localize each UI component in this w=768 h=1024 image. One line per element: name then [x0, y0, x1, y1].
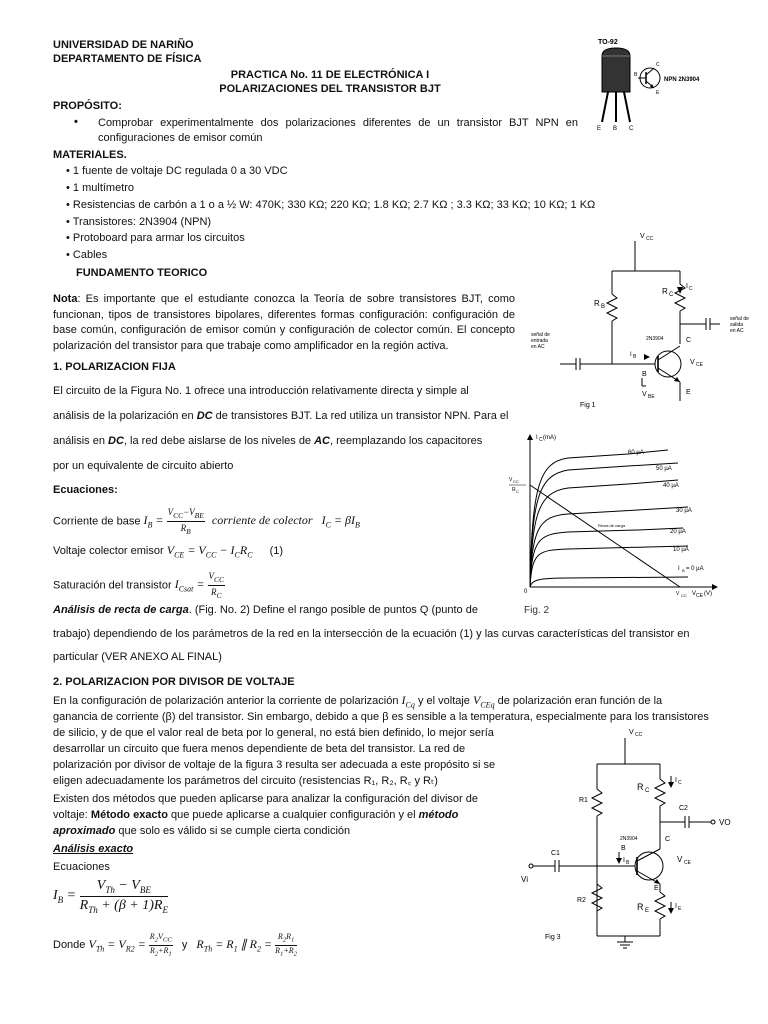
equation-saturation: Saturación del transistor $I_{Csat}$ = $V_{CC}$ $R_C$	[53, 571, 225, 600]
fig3-voltage-divider-circuit	[515, 724, 755, 956]
svg-text:= 0 µA: = 0 µA	[686, 566, 704, 572]
practice-title: PRACTICA No. 11 DE ELECTRÓNICA I	[230, 69, 430, 81]
list-item: • Cables	[66, 249, 108, 262]
list-item: • 1 multímetro	[66, 181, 135, 194]
svg-text:C: C	[645, 788, 650, 794]
svg-text:60 µA: 60 µA	[628, 450, 644, 456]
svg-text:R: R	[662, 287, 668, 296]
equations-heading: Ecuaciones:	[53, 484, 118, 496]
svg-text:C: C	[669, 292, 674, 298]
svg-text:I: I	[678, 566, 680, 572]
svg-text:E: E	[656, 90, 660, 96]
svg-text:entrada: entrada	[531, 338, 548, 344]
svg-text:E: E	[597, 126, 602, 132]
svg-text:R: R	[594, 299, 600, 308]
section2-line2: ganancia de corriente (β) del transistor. Sin embargo, debido a que β es sensible a la temperatura, especialmente para los transistores	[53, 711, 709, 723]
bullet-icon: •	[74, 116, 78, 128]
svg-text:señal de: señal de	[730, 316, 749, 322]
svg-text:V: V	[642, 391, 647, 398]
section2-line6: eligen adecuadamente los parámetros del circuito (resistencias R₁, R₂, R꜀ y Rₜ)	[53, 775, 438, 787]
svg-text:I: I	[623, 857, 625, 864]
svg-text:E: E	[686, 389, 691, 396]
equation-collector-emitter-voltage: Voltaje colector emisor $V_{CE} = V_{CC} - I_CR_C$ (1)	[53, 543, 284, 560]
svg-text:C: C	[539, 437, 543, 443]
svg-text:CC: CC	[635, 732, 643, 738]
exact-analysis-heading: Análisis exacto	[53, 843, 134, 855]
svg-text:10 µA: 10 µA	[673, 547, 689, 553]
load-line-paragraph: Análisis de recta de carga. (Fig. No. 2) Define el rango posible de puntos Q (punto de	[53, 604, 478, 616]
section2-line8: voltaje: Método exacto que puede aplicarse a cualquier configuración y el método	[53, 809, 459, 821]
theory-heading: FUNDAMENTO TEORICO	[76, 267, 208, 279]
svg-text:C: C	[678, 780, 682, 786]
fig3-caption: Fig 3	[545, 934, 561, 941]
section1-paragraph: El circuito de la Figura No. 1 ofrece una introducción relativamente directa y simple al análisis de la polarización en DC de transistores BJT. La red utiliza un transistor NPN. Para el análisis en DC, la red debe aislarse de los niveles de AC, reemplazando los capacitores por un equivalente de circuito abierto	[53, 385, 509, 472]
list-item: • Protoboard para armar los circuitos	[66, 232, 245, 245]
svg-text:C: C	[665, 836, 671, 843]
svg-text:C: C	[629, 126, 634, 132]
svg-text:C: C	[516, 489, 519, 494]
svg-text:Recta de carga: Recta de carga	[598, 523, 626, 528]
section2-line9: aproximado que solo es válido si se cumple cierta condición	[53, 825, 351, 837]
svg-text:V: V	[629, 729, 634, 736]
svg-text:CE: CE	[696, 362, 703, 368]
section2-eq-heading: Ecuaciones	[53, 861, 110, 873]
section2-line1: En la configuración de polarización anterior la corriente de polarización $I_{Cq}$ y el voltaje $V_{CEq}$ de polarización eran función de la	[53, 693, 663, 710]
svg-text:2N3904: 2N3904	[620, 836, 638, 842]
svg-text:B: B	[626, 860, 630, 866]
package-label: TO-92	[598, 39, 618, 46]
to92-package-figure	[588, 34, 738, 134]
svg-text:50 µA: 50 µA	[656, 466, 672, 472]
svg-text:B: B	[634, 72, 638, 78]
purpose-heading: PROPÓSITO:	[53, 100, 122, 112]
svg-text:B: B	[613, 126, 618, 132]
svg-text:C2: C2	[679, 805, 688, 812]
section1-heading: 1. POLARIZACION FIJA	[53, 361, 176, 373]
svg-text:I: I	[630, 352, 632, 358]
svg-text:E: E	[645, 908, 650, 914]
svg-text:I: I	[675, 777, 677, 784]
university-name: UNIVERSIDAD DE NARIÑO	[53, 39, 194, 51]
r1-label: R1	[579, 797, 588, 804]
svg-text:salida: salida	[730, 322, 744, 328]
load-line-paragraph-cont: trabajo) dependiendo de los parámetros de la red en la intersección de la ecuación (1) y las curvas características del transistor en	[53, 628, 690, 640]
list-item: • 1 fuente de voltaje DC regulada 0 a 30 VDC	[66, 165, 288, 177]
svg-text:señal de: señal de	[531, 332, 550, 338]
svg-text:E: E	[654, 885, 659, 892]
svg-text:I: I	[686, 283, 688, 290]
svg-text:B: B	[642, 371, 647, 378]
svg-text:(mA): (mA)	[543, 435, 556, 441]
equation-base-current: Corriente de base $I_B$ = $V_{CC}-V_{BE}$ $R_B$ corriente de colector $I_C = \beta I_B$	[53, 507, 360, 536]
svg-text:C: C	[686, 337, 692, 344]
svg-text:V: V	[509, 477, 513, 483]
svg-text:BE: BE	[648, 394, 655, 400]
svg-text:I: I	[675, 903, 677, 910]
svg-text:V: V	[640, 233, 645, 240]
list-item: • Resistencias de carbón a 1 o a ½ W: 470K; 330 KΩ; 220 KΩ; 1.8 KΩ; 2.7 KΩ ; 3.3 KΩ; 33 KΩ; 10 KΩ; 1 KΩ	[66, 198, 596, 211]
department-name: DEPARTAMENTO DE FÍSICA	[53, 53, 202, 65]
svg-text:B: B	[682, 568, 685, 573]
note-paragraph: Nota: Es importante que el estudiante conozca la Teoría de sobre transistores BJT, como funcionan, tipos de transistores bipolares, diferentes formas configuración: configuración de base común, configuración de emisor común y configuración de colector común. El concepto polarización del transistor para que trabaje como amplificador en la región activa.	[53, 293, 515, 352]
svg-text:R: R	[512, 487, 516, 493]
svg-text:0: 0	[524, 589, 528, 595]
load-line-annex: particular (VER ANEXO AL FINAL)	[53, 651, 222, 663]
svg-text:40 µA: 40 µA	[663, 483, 679, 489]
fig1-fixed-bias-circuit	[530, 226, 760, 416]
svg-text:(V): (V)	[704, 591, 712, 597]
svg-text:30 µA: 30 µA	[676, 508, 692, 514]
svg-text:Vi: Vi	[521, 875, 528, 884]
svg-text:V: V	[692, 591, 697, 597]
section2-line7: Existen dos métodos que pueden aplicarse para analizar la configuración del divisor de	[53, 793, 478, 805]
equation-thevenin: Donde $V_{Th} = V_{R2}$ = $R_2V_{CC}$ $R_2+R_1$ y $R_{Th} = R_1$ ∥ $R_2$ = $\frac{R_2R_1}{R_1+R_2}$	[53, 932, 297, 958]
list-item: • Transistores: 2N3904 (NPN)	[66, 215, 212, 228]
svg-text:I: I	[536, 435, 538, 441]
svg-text:CE: CE	[696, 593, 703, 599]
npn-label: NPN 2N3904	[664, 77, 700, 83]
svg-text:V: V	[676, 591, 680, 597]
section2-line4: desarrollar un circuito que fuera menos dependiente de beta del transistor. La red de	[53, 743, 466, 755]
svg-text:en AC: en AC	[730, 328, 744, 334]
svg-text:VO: VO	[719, 818, 731, 827]
svg-text:C: C	[656, 62, 660, 68]
materials-heading: MATERIALES.	[53, 149, 127, 161]
svg-text:en AC: en AC	[531, 344, 545, 350]
section2-line3: de silicio, y de que el valor real de beta por lo general, no está bien definido, lo mejor sería	[53, 727, 494, 739]
svg-text:2N3904: 2N3904	[646, 336, 664, 342]
svg-text:V: V	[677, 855, 683, 864]
svg-text:R: R	[637, 902, 644, 912]
svg-text:R2: R2	[577, 897, 586, 904]
svg-text:C: C	[689, 286, 693, 292]
svg-text:CC: CC	[681, 593, 687, 598]
section2-heading: 2. POLARIZACION POR DIVISOR DE VOLTAJE	[53, 676, 295, 688]
fig1-caption: Fig 1	[580, 402, 596, 409]
svg-text:CC: CC	[646, 236, 654, 242]
fig2-characteristic-curves	[508, 430, 723, 622]
purpose-item: Comprobar experimentalmente dos polarizaciones diferentes de un transistor BJT NPN en configuraciones de emisor común	[98, 117, 578, 144]
svg-text:V: V	[690, 359, 695, 366]
svg-text:20 µA: 20 µA	[670, 529, 686, 535]
practice-subtitle: POLARIZACIONES DEL TRANSISTOR BJT	[219, 83, 441, 95]
materials-list	[66, 164, 595, 263]
transistor-body-icon	[602, 48, 630, 92]
svg-text:B: B	[633, 354, 637, 360]
svg-text:B: B	[621, 845, 626, 852]
section2-line5: polarización por divisor de voltaje de la figura 3 resulta ser adecuada a este propósito si se	[53, 759, 496, 771]
fig2-caption: Fig. 2	[524, 605, 550, 616]
svg-text:C1: C1	[551, 850, 560, 857]
equation-ib-exact: $I_B$ = $V_{Th} - V_{BE}$ $R_{Th} + (\beta + 1)R_E$	[53, 878, 168, 915]
svg-text:CE: CE	[684, 860, 691, 866]
svg-text:B: B	[601, 304, 606, 310]
svg-text:E: E	[678, 906, 682, 912]
svg-text:CC: CC	[513, 479, 519, 484]
svg-text:R: R	[637, 782, 644, 792]
